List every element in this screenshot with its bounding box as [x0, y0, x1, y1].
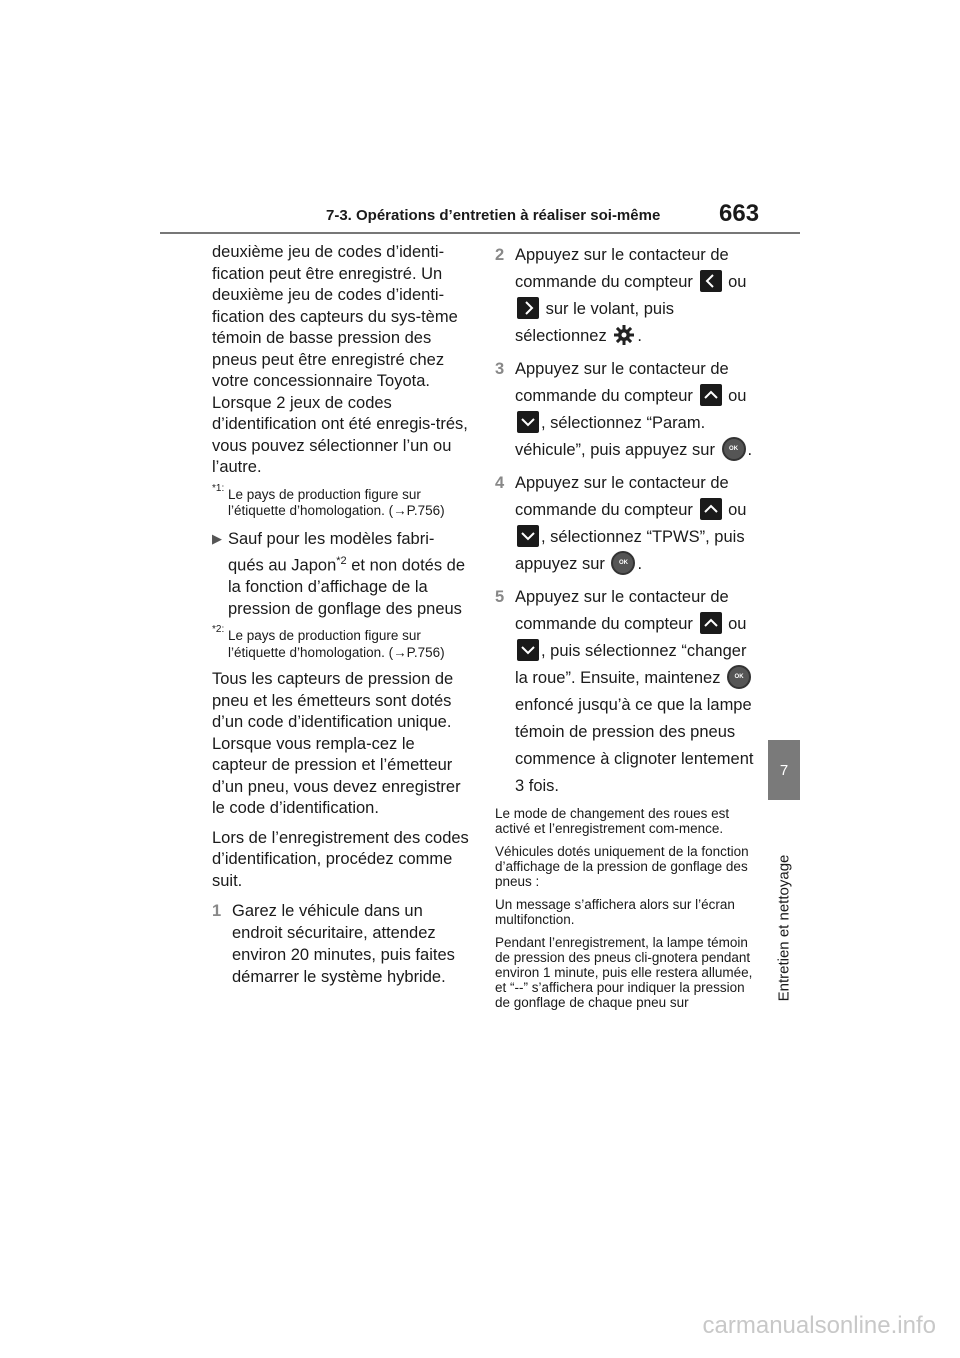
note-vehicles-display: Véhicules dotés uniquement de la fonction d’affichage de la pression de gonflage des pneus :: [495, 844, 749, 889]
watermark: carmanualsonline.info: [702, 1312, 936, 1339]
footnote-2: [212, 624, 470, 661]
ok-button-icon: OK: [722, 437, 746, 461]
step-5-number: 5: [495, 588, 505, 606]
footnote-2-text: Le pays de production figure sur l’étiquette d’homologation. (→P.756): [228, 628, 445, 660]
step-1-text: Garez le véhicule dans un endroit sécuritaire, attendez environ 20 minutes, puis faites démarrer le système hybride.: [232, 902, 455, 986]
chevron-left-icon: [700, 270, 722, 292]
chapter-title-vertical: [773, 808, 795, 1048]
step-2-text-b: ou: [723, 273, 747, 291]
ok-button-icon: OK: [727, 665, 751, 689]
step-4-text-b: ou: [723, 501, 747, 519]
left-column: [212, 242, 470, 994]
paragraph-capteurs: Tous les capteurs de pression de pneu et les émetteurs sont dotés d’un code d’identification unique. Lorsque vous rempla-cez le capteur de pression et l’émetteur d’un pneu, vous devez enregistrer le code d’identification.: [212, 670, 461, 817]
right-column: [495, 242, 755, 1018]
footnote-2-marker: *2:: [212, 624, 225, 635]
footnote-1-marker: *1:: [212, 482, 225, 494]
chevron-down-icon: [517, 639, 539, 661]
chapter-title-text: Entretien et nettoyage: [775, 854, 793, 1002]
note-wheel-change-mode: Le mode de changement des roues est activé et l’enregistrement com-mence.: [495, 806, 730, 836]
bullet-item: [212, 528, 470, 621]
header-rule: [160, 232, 800, 234]
chevron-up-icon: [700, 384, 722, 406]
step-4: [495, 470, 755, 578]
page-number: 663: [719, 200, 760, 227]
footnote-1: [212, 482, 470, 520]
chevron-up-icon: [700, 498, 722, 520]
note-message-display: Un message s’affichera alors sur l’écran multifonction.: [495, 897, 735, 927]
step-3-text-c: , sélectionnez “Param. véhicule”, puis appuyez sur: [515, 414, 720, 459]
step-3-text-a: Appuyez sur le contacteur de commande du compteur: [515, 360, 729, 405]
step-2-text-d: .: [637, 327, 642, 345]
footnote-1-text: Le pays de production figure sur l’étiquette d’homologation. (→P.756): [228, 486, 445, 518]
step-2-number: 2: [495, 246, 505, 264]
bullet-superscript: *2: [336, 554, 347, 567]
step-2-text-c: sur le volant, puis sélectionnez: [515, 300, 674, 345]
triangle-bullet-icon: ▶: [212, 530, 222, 546]
chevron-up-icon: [700, 612, 722, 634]
chevron-down-icon: [517, 525, 539, 547]
step-5: [495, 584, 755, 800]
step-2-text-a: Appuyez sur le contacteur de commande du compteur: [515, 246, 729, 291]
step-5-text-b: ou: [723, 615, 747, 633]
chevron-down-icon: [517, 411, 539, 433]
step-3-text-d: .: [747, 441, 753, 459]
step-5-text-d: enfoncé jusqu’à ce que la lampe témoin de pression des pneus commence à clignoter lentement 3 fois.: [515, 696, 754, 795]
chevron-right-icon: [517, 297, 539, 319]
intro-paragraph: deuxième jeu de codes d’identi-fication peut être enregistré. Un deuxième jeu de codes d’identi-fication des capteurs du sys-tème témoin de basse pression des pneus peut être enregistré chez votre concessionnaire Toyota. Lorsque 2 jeux de codes d’identification ont été enregis-trés, vous pouvez sélectionner l’un ou l’autre.: [212, 243, 468, 476]
step-2: [495, 242, 755, 350]
paragraph-enregistrement: Lors de l’enregistrement des codes d’identification, procédez comme suit.: [212, 828, 469, 890]
step-5-text-a: Appuyez sur le contacteur de commande du compteur: [515, 588, 729, 633]
step-3: [495, 356, 755, 464]
bullet-text-b: et non dotés de la fonction d’affichage de la pression de gonflage des pneus: [228, 556, 466, 618]
step-1-number: 1: [212, 902, 222, 920]
chapter-tab: 7: [768, 740, 800, 800]
step-3-text-b: ou: [723, 387, 747, 405]
gear-icon: [613, 324, 635, 346]
note-registration-blink: Pendant l’enregistrement, la lampe témoin de pression des pneus cli-gnotera pendant environ 1 minute, puis elle restera allumée, et “--” s’affichera pour indiquer la pression de gonflage de chaque pneu sur: [495, 935, 753, 1010]
ok-button-icon: OK: [611, 551, 635, 575]
step-1: [212, 900, 470, 988]
step-3-number: 3: [495, 360, 505, 378]
step-4-text-d: .: [637, 555, 643, 573]
step-4-text-c: , sélectionnez “TPWS”, puis appuyez sur: [515, 528, 745, 573]
step-5-text-c: , puis sélectionnez “changer la roue”. Ensuite, maintenez: [515, 642, 747, 687]
bullet-text-a: Sauf pour les modèles fabri-qués au Japon: [228, 529, 435, 574]
step-4-number: 4: [495, 474, 505, 492]
section-title: 7-3. Opérations d’entretien à réaliser soi-même: [326, 207, 661, 224]
step-4-text-a: Appuyez sur le contacteur de commande du compteur: [515, 474, 729, 519]
